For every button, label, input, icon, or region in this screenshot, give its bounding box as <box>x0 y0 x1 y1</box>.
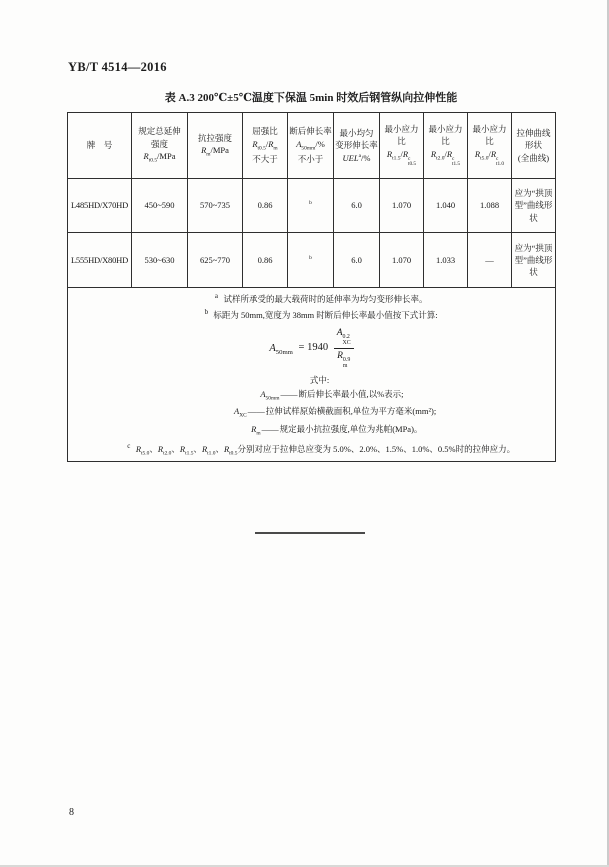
standard-number-header: YB/T 4514—2016 <box>68 60 167 74</box>
cell-total-elongation-strength: 450~590 <box>132 179 188 233</box>
cell-curve-shape: 应为“拱顶型”曲线形状 <box>512 233 556 288</box>
formula-fraction: A 0.2 XC R 0.9 m <box>334 327 354 370</box>
elongation-formula: $A_{50mm} = 1940$ A 0.2 XC R 0.9 m <box>69 327 554 370</box>
cell-brand: L485HD/X70HD <box>68 179 132 233</box>
cell-yield-ratio: 0.86 <box>243 179 288 233</box>
definition-item: $R_m——$规定最小抗拉强度,单位为兆帕(MPa)。 <box>251 423 423 437</box>
footnote-c: $^c$ $R_{t5.0}$、$R_{t2.0}$、$R_{t1.5}$、$R_{t1.0}$、$R_{t0.5}$分别对应于拉伸总应变为 5.0%、2.0%、1.5%、1.0%、0.5%时的拉伸应力。 <box>127 441 516 457</box>
cell-total-elongation-strength: 530~630 <box>132 233 188 288</box>
footnotes-cell <box>68 288 556 462</box>
end-of-text-divider <box>255 532 365 534</box>
definition-item: $A_{XC}——$拉伸试样原始横截面积,单位为平方毫米(mm²); <box>234 406 437 420</box>
cell-stress-ratio-3: 1.088 <box>468 179 512 233</box>
col-header-tensile-strength: 抗拉强度 $R_m$/MPa <box>188 113 243 179</box>
cell-yield-ratio: 0.86 <box>243 233 288 288</box>
cell-stress-ratio-1: 1.070 <box>380 179 424 233</box>
col-header-stress-ratio-2: 最小应力比 $R_{t2.0}/R$ c t1.5 <box>424 113 468 179</box>
col-header-total-elongation-strength: 规定总延伸 强度 $R_{t0.5}$/MPa <box>132 113 188 179</box>
col-header-curve-shape: 拉伸曲线 形状 (全曲线) <box>512 113 556 179</box>
definition-item: $A_{50mm}——$断后伸长率最小值,以%表示; <box>260 388 404 402</box>
col-header-elongation: 断后伸长率 $A_{50mm}/\%$ 不小于 <box>288 113 334 179</box>
footnote-b: $^b$ 标距为 50mm,宽度为 38mm 时断后伸长率最小值按下式计算: <box>204 308 438 321</box>
table-header-row <box>68 113 556 179</box>
cell-tensile-strength: 570~735 <box>188 179 243 233</box>
footnote-a: $^a$ 试样所承受的最大载荷时的延伸率为均匀变形伸长率。 <box>214 292 428 304</box>
cell-elongation-note: b <box>288 179 334 233</box>
col-header-yield-ratio: 屈强比 $R_{t0.5}/R_m$ 不大于 <box>243 113 288 179</box>
where-label: 式中: <box>309 374 330 385</box>
page-number: 8 <box>69 807 74 818</box>
cell-stress-ratio-3: — <box>468 233 512 288</box>
col-header-uniform-elongation: 最小均匀 变形伸长率 UEL$^a$/% <box>334 113 380 179</box>
table-footnotes-row <box>68 288 556 462</box>
cell-uniform-elongation: 6.0 <box>334 233 380 288</box>
cell-brand: L555HD/X80HD <box>68 233 132 288</box>
col-header-stress-ratio-1: 最小应力比 $R_{t1.5}/R$ c t0.5 <box>380 113 424 179</box>
cell-stress-ratio-1: 1.070 <box>380 233 424 288</box>
cell-curve-shape: 应为“拱顶型”曲线形状 <box>512 179 556 233</box>
col-header-brand: 牌 号 <box>68 113 132 179</box>
cell-stress-ratio-2: 1.033 <box>424 233 468 288</box>
table-row <box>68 233 556 288</box>
table-title: 表 A.3 200℃±5℃温度下保温 5min 时效后钢管纵向拉伸性能 <box>164 92 458 104</box>
table-row <box>68 179 556 233</box>
col-header-stress-ratio-3: 最小应力比 $R_{t5.0}/R$ c t1.0 <box>468 113 512 179</box>
cell-elongation-note: b <box>288 233 334 288</box>
tensile-properties-table <box>67 112 556 462</box>
cell-tensile-strength: 625~770 <box>188 233 243 288</box>
cell-stress-ratio-2: 1.040 <box>424 179 468 233</box>
cell-uniform-elongation: 6.0 <box>334 179 380 233</box>
